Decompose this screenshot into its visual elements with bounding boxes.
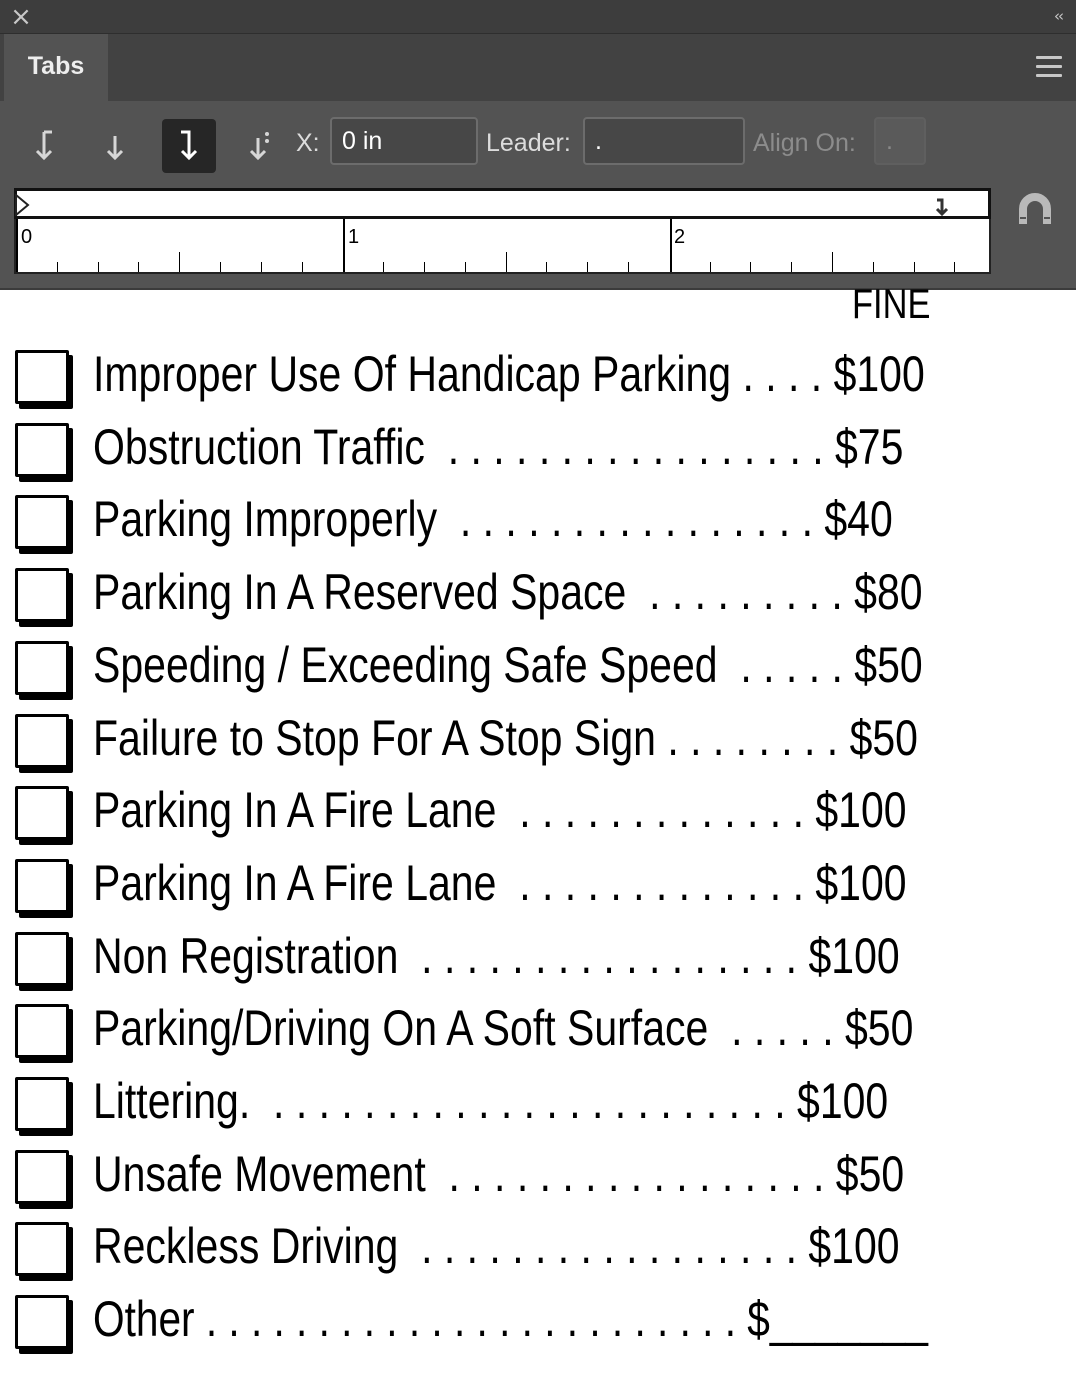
center-justified-tab-button[interactable] [88, 119, 142, 173]
hamburger-menu-icon[interactable] [1036, 56, 1062, 78]
violation-row [0, 487, 1076, 547]
tab-ruler[interactable] [14, 188, 991, 274]
magnet-icon[interactable] [1018, 192, 1052, 226]
violation-label: Parking Improperly . . . . . . . . . . . . . . . . $40 [93, 491, 893, 548]
ruler-tick [750, 262, 751, 272]
violation-checkbox[interactable] [15, 859, 69, 913]
violation-label: Parking In A Fire Lane . . . . . . . . . . . . . $100 [93, 854, 907, 911]
ruler-tick [954, 262, 955, 272]
tab-tabs[interactable]: Tabs [4, 34, 108, 101]
ruler-tick [302, 262, 303, 272]
ruler-tick [670, 219, 672, 272]
ruler-tick [710, 262, 711, 272]
right-justified-tab-icon [174, 126, 204, 166]
fine-column-header: FINE [852, 280, 931, 327]
tabs-panel [0, 0, 1076, 290]
double-chevron-left-icon[interactable]: ‹‹ [1054, 7, 1062, 25]
violation-row [0, 1142, 1076, 1202]
tab-controls-toolbar [0, 101, 1076, 186]
violation-label: Reckless Driving . . . . . . . . . . . . . . . . . $100 [93, 1218, 900, 1275]
violation-checkbox[interactable] [15, 423, 69, 477]
right-tab-stop-marker-icon[interactable] [933, 197, 951, 217]
violation-label: Parking In A Reserved Space . . . . . . . . . $80 [93, 564, 923, 621]
tab-stop-strip[interactable] [14, 188, 991, 219]
violation-label: Littering. . . . . . . . . . . . . . . . . . . . . . . . $100 [93, 1073, 889, 1129]
leader-input[interactable] [583, 117, 745, 165]
violation-row [0, 996, 1076, 1056]
ruler-tick [57, 262, 58, 272]
violation-checkbox[interactable] [15, 1150, 69, 1204]
ruler-tick [138, 262, 139, 272]
violation-checkbox[interactable] [15, 495, 69, 549]
violation-label: Speeding / Exceeding Safe Speed . . . . . $50 [93, 636, 923, 693]
violation-row [0, 924, 1076, 984]
violation-label: Parking/Driving On A Soft Surface . . . . . $50 [93, 1000, 914, 1057]
violation-label: Obstruction Traffic . . . . . . . . . . . . . . . . . $75 [93, 418, 904, 475]
violation-label: Parking In A Fire Lane . . . . . . . . . . . . . $100 [93, 782, 907, 839]
ruler-label-2: 2 [674, 226, 686, 248]
violation-row [0, 851, 1076, 911]
align-on-input[interactable] [874, 117, 926, 165]
center-justified-tab-icon [100, 126, 130, 166]
align-on-label: Align On: [753, 129, 856, 157]
violation-row [0, 633, 1076, 693]
violation-label: Unsafe Movement . . . . . . . . . . . . . . . . . $50 [93, 1145, 905, 1202]
violation-label: Non Registration . . . . . . . . . . . . . . . . . $100 [93, 927, 900, 984]
panel-tab-strip [0, 34, 1076, 101]
ruler-tick [16, 219, 18, 272]
violation-row [0, 1287, 1076, 1347]
violation-checkbox[interactable] [15, 568, 69, 622]
violation-checkbox[interactable] [15, 714, 69, 768]
ruler-tick [465, 262, 466, 272]
right-justified-tab-button[interactable] [162, 119, 216, 173]
violation-checkbox[interactable] [15, 641, 69, 695]
ruler-tick [343, 219, 345, 272]
violation-checkbox[interactable] [15, 350, 69, 404]
left-indent-marker-icon[interactable] [15, 194, 31, 216]
violation-checkbox[interactable] [15, 1295, 69, 1349]
leader-label: Leader: [486, 129, 571, 157]
ruler-tick [546, 262, 547, 272]
ruler-tick [791, 262, 792, 272]
violation-checkbox[interactable] [15, 1004, 69, 1058]
align-to-decimal-tab-button[interactable] [233, 119, 287, 173]
violation-checkbox[interactable] [15, 786, 69, 840]
ruler-tick [220, 262, 221, 272]
x-position-input[interactable] [330, 117, 478, 165]
ruler-tick [914, 262, 915, 272]
align-to-decimal-tab-icon [245, 126, 275, 166]
left-justified-tab-button[interactable] [17, 119, 71, 173]
violation-row [0, 415, 1076, 475]
ruler-tick [587, 262, 588, 272]
violation-row [0, 778, 1076, 838]
ruler-label-1: 1 [348, 226, 360, 248]
violation-label: Failure to Stop For A Stop Sign . . . . . . . . $50 [93, 709, 918, 766]
ruler-label-0: 0 [21, 226, 33, 248]
ruler-tick [383, 262, 384, 272]
violation-label: Other . . . . . . . . . . . . . . . . . . . . . . . . $_______ [93, 1291, 928, 1348]
close-icon[interactable]: × [10, 2, 32, 32]
violation-checkbox[interactable] [15, 1222, 69, 1276]
violation-row [0, 1069, 1076, 1129]
ruler-tick [261, 262, 262, 272]
left-justified-tab-icon [29, 126, 59, 166]
inch-ruler [14, 219, 991, 274]
ruler-tick [873, 262, 874, 272]
ruler-tick [424, 262, 425, 272]
violation-checkbox[interactable] [15, 932, 69, 986]
x-position-label: X: [296, 129, 320, 157]
violation-checkbox[interactable] [15, 1077, 69, 1131]
violation-row [0, 342, 1076, 402]
ruler-tick [98, 262, 99, 272]
violation-row [0, 1214, 1076, 1274]
violation-row [0, 706, 1076, 766]
ruler-tick [179, 252, 180, 272]
violation-row [0, 560, 1076, 620]
panel-titlebar[interactable] [0, 0, 1076, 34]
ruler-tick [628, 262, 629, 272]
ruler-tick [832, 252, 833, 272]
violation-label: Improper Use Of Handicap Parking . . . . $100 [93, 346, 925, 402]
ruler-tick [506, 252, 507, 272]
